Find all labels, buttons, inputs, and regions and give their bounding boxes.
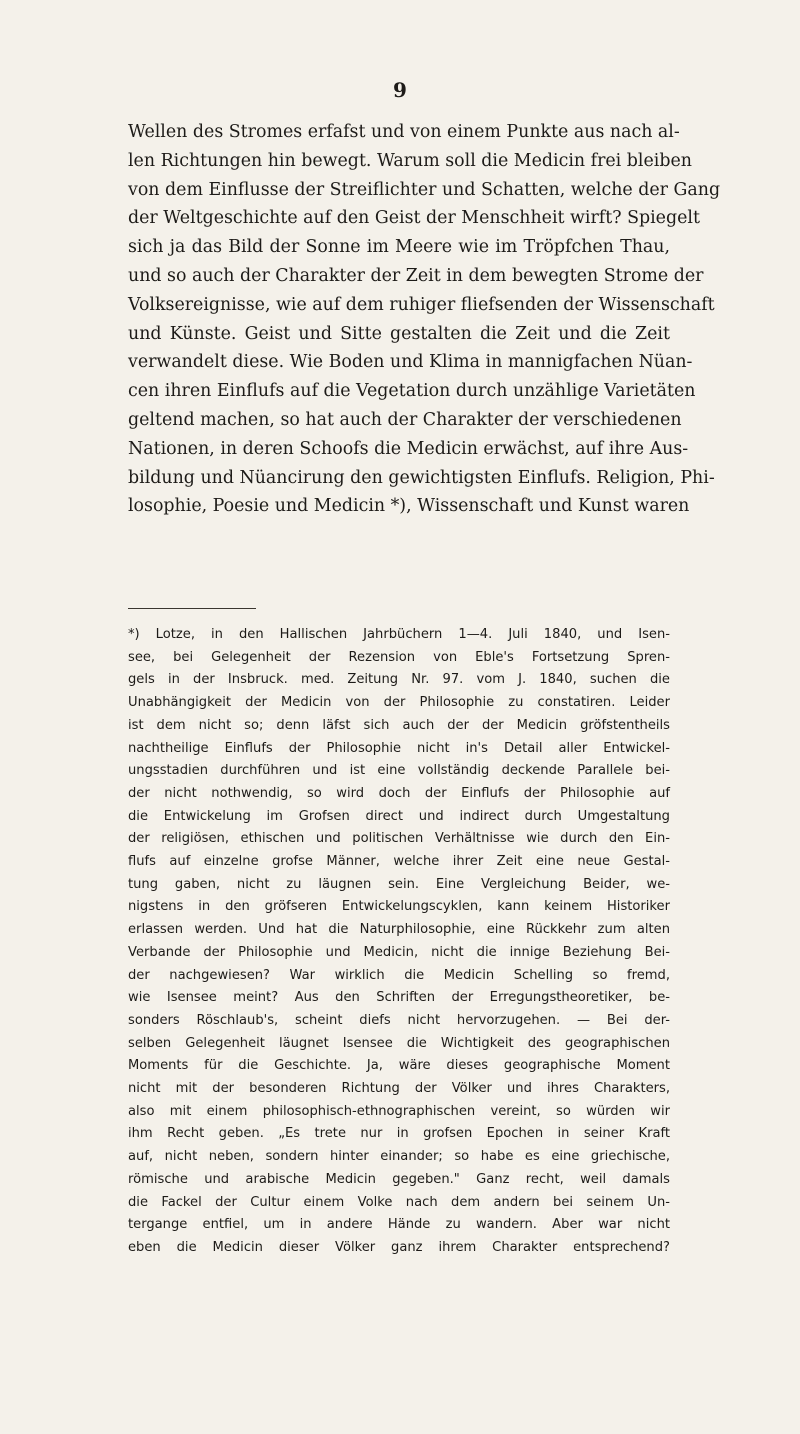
footnote-line: auf, nicht neben, sondern hinter einander; so habe es eine griechische, — [128, 1149, 670, 1165]
footnote-line: der religiösen, ethischen und politischen Verhältnisse wie durch den Ein- — [128, 831, 670, 847]
text-line: len Richtungen hin bewegt. Warum soll die Medicin frei bleiben — [128, 150, 692, 171]
footnote-line: Moments für die Geschichte. Ja, wäre dieses geographische Moment — [128, 1058, 670, 1074]
footnote-line: die Entwickelung im Grofsen direct und indirect durch Umgestaltung — [128, 808, 670, 824]
text-line: Volksereignisse, wie auf dem ruhiger fliefsenden der Wissenschaft — [128, 294, 715, 315]
footnote-line: wie Isensee meint? Aus den Schriften der Erregungstheoretiker, be- — [128, 990, 670, 1006]
text-line: der Weltgeschichte auf den Geist der Menschheit wirft? Spiegelt — [128, 208, 700, 229]
footnote-divider — [128, 608, 256, 609]
text-line: und so auch der Charakter der Zeit in dem bewegten Strome der — [128, 265, 704, 286]
footnote-line: Verbande der Philosophie und Medicin, nicht die innige Beziehung Bei- — [128, 944, 670, 960]
footnote-line: sonders Röschlaub's, scheint diefs nicht hervorzugehen. — Bei der- — [128, 1012, 670, 1028]
text-line: Nationen, in deren Schoofs die Medicin erwächst, auf ihre Aus- — [128, 438, 689, 459]
footnote-line: flufs auf einzelne grofse Männer, welche ihrer Zeit eine neue Gestal- — [128, 854, 670, 870]
footnote-line: römische und arabische Medicin gegeben." Ganz recht, weil damals — [128, 1171, 670, 1187]
footnote-line: nachtheilige Einflufs der Philosophie nicht in's Detail aller Entwickel- — [128, 740, 670, 756]
footnote-line: gels in der Insbruck. med. Zeitung Nr. 97. vom J. 1840, suchen die — [128, 672, 670, 688]
text-line: cen ihren Einflufs auf die Vegetation durch unzählige Varietäten — [128, 381, 696, 402]
footnote-line: selben Gelegenheit läugnet Isensee die Wichtigkeit des geographischen — [128, 1035, 670, 1051]
footnote-line: der nachgewiesen? War wirklich die Medicin Schelling so fremd, — [128, 967, 670, 983]
text-line: verwandelt diese. Wie Boden und Klima in mannigfachen Nüan- — [128, 352, 693, 373]
footnote-line: tung gaben, nicht zu läugnen sein. Eine Vergleichung Beider, we- — [128, 876, 670, 892]
footnote-block — [128, 624, 670, 1260]
text-line: sich ja das Bild der Sonne im Meere wie im Tröpfchen Thau, — [128, 237, 670, 258]
text-line: Wellen des Stromes erfafst und von einem Punkte aus nach al- — [128, 122, 680, 142]
footnote-line: see, bei Gelegenheit der Rezension von Eble's Fortsetzung Spren- — [128, 649, 670, 665]
footnote-line: ungsstadien durchführen und ist eine vollständig deckende Parallele bei- — [128, 763, 670, 779]
footnote-line: *) Lotze, in den Hallischen Jahrbüchern 1—4. Juli 1840, und Isen- — [128, 627, 670, 642]
footnote-line: eben die Medicin dieser Völker ganz ihrem Charakter entsprechend? — [128, 1239, 670, 1255]
footnote-line: nigstens in den gröfseren Entwickelungscyklen, kann keinem Historiker — [128, 899, 670, 915]
footnote-line: erlassen werden. Und hat die Naturphilosophie, eine Rückkehr zum alten — [128, 922, 670, 938]
text-line: von dem Einflusse der Streiflichter und Schatten, welche der Gang — [128, 179, 721, 200]
footnote-line: ihm Recht geben. „Es trete nur in grofsen Epochen in seiner Kraft — [128, 1126, 670, 1142]
main-text-block — [128, 118, 721, 521]
text-line: losophie, Poesie und Medicin *), Wissenschaft und Kunst waren — [128, 496, 690, 517]
footnote-line: Unabhängigkeit der Medicin von der Philosophie zu constatiren. Leider — [128, 695, 670, 711]
footnote-line: der nicht nothwendig, so wird doch der Einflufs der Philosophie auf — [128, 785, 670, 801]
footnote-line: nicht mit der besonderen Richtung der Völker und ihres Charakters, — [128, 1081, 670, 1097]
text-line: und Künste. Geist und Sitte gestalten die Zeit und die Zeit — [128, 323, 670, 344]
footnote-line: also mit einem philosophisch-ethnographischen vereint, so würden wir — [128, 1103, 670, 1119]
text-line: bildung und Nüancirung den gewichtigsten Einflufs. Religion, Phi- — [128, 467, 715, 488]
page-number: 9 — [393, 78, 407, 102]
footnote-line: die Fackel der Cultur einem Volke nach dem andern bei seinem Un- — [128, 1194, 670, 1210]
footnote-line: tergange entfiel, um in andere Hände zu wandern. Aber war nicht — [128, 1217, 670, 1233]
footnote-line: ist dem nicht so; denn läfst sich auch der der Medicin gröfstentheils — [128, 717, 670, 733]
text-line: geltend machen, so hat auch der Charakter der verschiedenen — [128, 409, 682, 430]
